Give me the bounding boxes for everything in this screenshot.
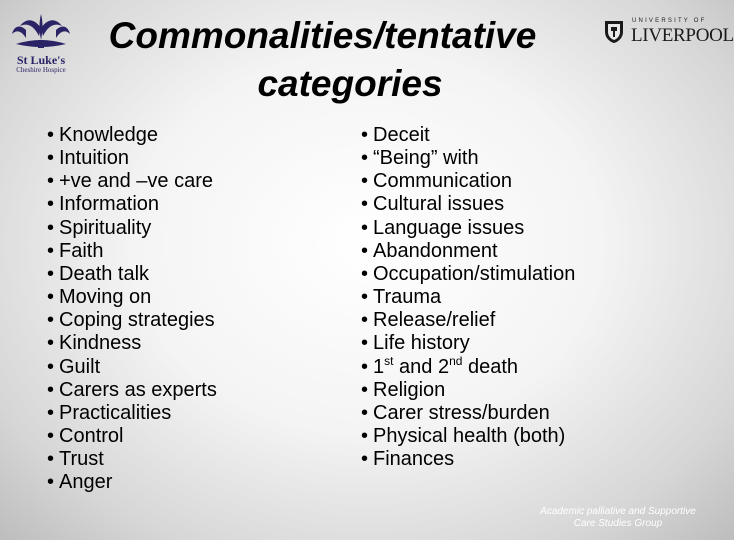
list-item <box>47 471 217 494</box>
list-item-label: Life history <box>373 332 470 355</box>
list-item <box>47 425 217 448</box>
bullet-icon: • <box>361 448 369 471</box>
bullet-icon: • <box>47 401 55 424</box>
list-item-label: Spirituality <box>59 216 152 239</box>
list-item-label: Deceit <box>373 124 430 146</box>
list-item-label: “Being” with <box>373 147 479 170</box>
bullet-icon: • <box>361 332 369 355</box>
list-item <box>47 217 217 240</box>
logo-subtitle: Cheshire Hospice <box>16 66 66 74</box>
bullet-icon: • <box>361 193 369 216</box>
bullet-icon: • <box>361 170 369 193</box>
list-item <box>47 124 217 147</box>
list-item <box>47 448 217 471</box>
list-item <box>47 402 217 425</box>
list-item <box>361 402 575 425</box>
list-item <box>47 332 217 355</box>
bullet-icon: • <box>361 378 369 401</box>
bullet-icon: • <box>361 262 369 285</box>
bullet-icon: • <box>47 147 55 170</box>
list-item-label: Religion <box>373 378 446 401</box>
list-item-label: Carer stress/burden <box>373 401 550 424</box>
bullet-icon: • <box>361 124 369 146</box>
list-item <box>361 286 575 309</box>
bullet-icon: • <box>361 216 369 239</box>
list-item <box>47 379 217 402</box>
list-item-label: 1st and 2nd death <box>373 353 519 378</box>
list-item-label: Cultural issues <box>373 193 505 216</box>
list-item <box>361 217 575 240</box>
list-item <box>47 170 217 193</box>
bullet-icon: • <box>47 425 55 448</box>
list-item-label: Communication <box>373 170 512 193</box>
list-item <box>361 124 575 147</box>
list-item-label: Control <box>59 425 124 448</box>
list-item <box>47 193 217 216</box>
list-item <box>361 425 575 448</box>
bullet-icon: • <box>361 401 369 424</box>
bullet-icon: • <box>47 193 55 216</box>
university-of-text: UNIVERSITY OF <box>632 18 707 24</box>
list-item <box>361 193 575 216</box>
list-item <box>361 240 575 263</box>
bullet-icon: • <box>361 425 369 448</box>
list-item-label: Faith <box>59 239 104 262</box>
list-item <box>361 309 575 332</box>
bullet-icon: • <box>47 170 55 193</box>
bullet-icon: • <box>47 309 55 332</box>
title-line-2: categories <box>257 63 443 104</box>
bullet-icon: • <box>361 286 369 309</box>
list-item <box>47 240 217 263</box>
list-item-label: Information <box>59 193 160 216</box>
bullet-icon: • <box>47 124 55 146</box>
list-item-label: Practicalities <box>59 401 172 424</box>
list-item <box>47 286 217 309</box>
bullet-icon: • <box>47 332 55 355</box>
bullet-icon: • <box>47 216 55 239</box>
list-item-label: Abandonment <box>373 239 498 262</box>
liverpool-text: LIVERPOOL <box>631 25 734 46</box>
bullet-icon: • <box>47 286 55 309</box>
list-item-label: +ve and –ve care <box>59 170 213 193</box>
list-item-label: Moving on <box>59 286 152 309</box>
bullet-icon: • <box>361 355 369 378</box>
list-item <box>361 332 575 355</box>
crest-icon <box>604 20 624 44</box>
list-item-label: Finances <box>373 448 455 471</box>
bullet-icon: • <box>361 239 369 262</box>
bullet-icon: • <box>47 239 55 262</box>
list-item <box>361 379 575 402</box>
list-item-label: Intuition <box>59 147 130 170</box>
list-item <box>47 147 217 170</box>
list-item <box>47 309 217 332</box>
footer-line-1: Academic palliative and Supportive <box>540 506 696 517</box>
list-item-label: Release/relief <box>373 309 496 332</box>
bullet-icon: • <box>47 378 55 401</box>
right-category-list <box>361 124 575 471</box>
list-item-label: Kindness <box>59 332 142 355</box>
list-item-label: Carers as experts <box>59 378 217 401</box>
list-item <box>47 356 217 379</box>
list-item-label: Death talk <box>59 262 150 285</box>
footer-credit <box>530 506 706 530</box>
left-category-list <box>47 124 217 495</box>
list-item-label: Knowledge <box>59 124 158 146</box>
list-item-label: Anger <box>59 471 113 494</box>
list-item <box>361 353 575 379</box>
list-item <box>361 147 575 170</box>
bullet-icon: • <box>361 309 369 332</box>
list-item-label: Trauma <box>373 286 442 309</box>
bullet-icon: • <box>361 147 369 170</box>
list-item-label: Guilt <box>59 355 101 378</box>
bullet-icon: • <box>47 355 55 378</box>
list-item <box>361 170 575 193</box>
list-item <box>361 263 575 286</box>
title-line-1: Commonalities/tentative <box>108 15 537 56</box>
list-item-label: Trust <box>59 448 104 471</box>
bullet-icon: • <box>47 448 55 471</box>
bullet-icon: • <box>47 471 55 494</box>
list-item-label: Occupation/stimulation <box>373 262 576 285</box>
list-item <box>361 448 575 471</box>
logo-name: St Luke's <box>16 53 66 67</box>
list-item-label: Physical health (both) <box>373 425 566 448</box>
list-item-label: Language issues <box>373 216 525 239</box>
list-item-label: Coping strategies <box>59 309 215 332</box>
footer-line-2: Care Studies Group <box>573 518 663 529</box>
slide-title <box>100 12 580 108</box>
list-item <box>47 263 217 286</box>
university-of-liverpool-logo <box>604 18 734 52</box>
bullet-icon: • <box>47 262 55 285</box>
